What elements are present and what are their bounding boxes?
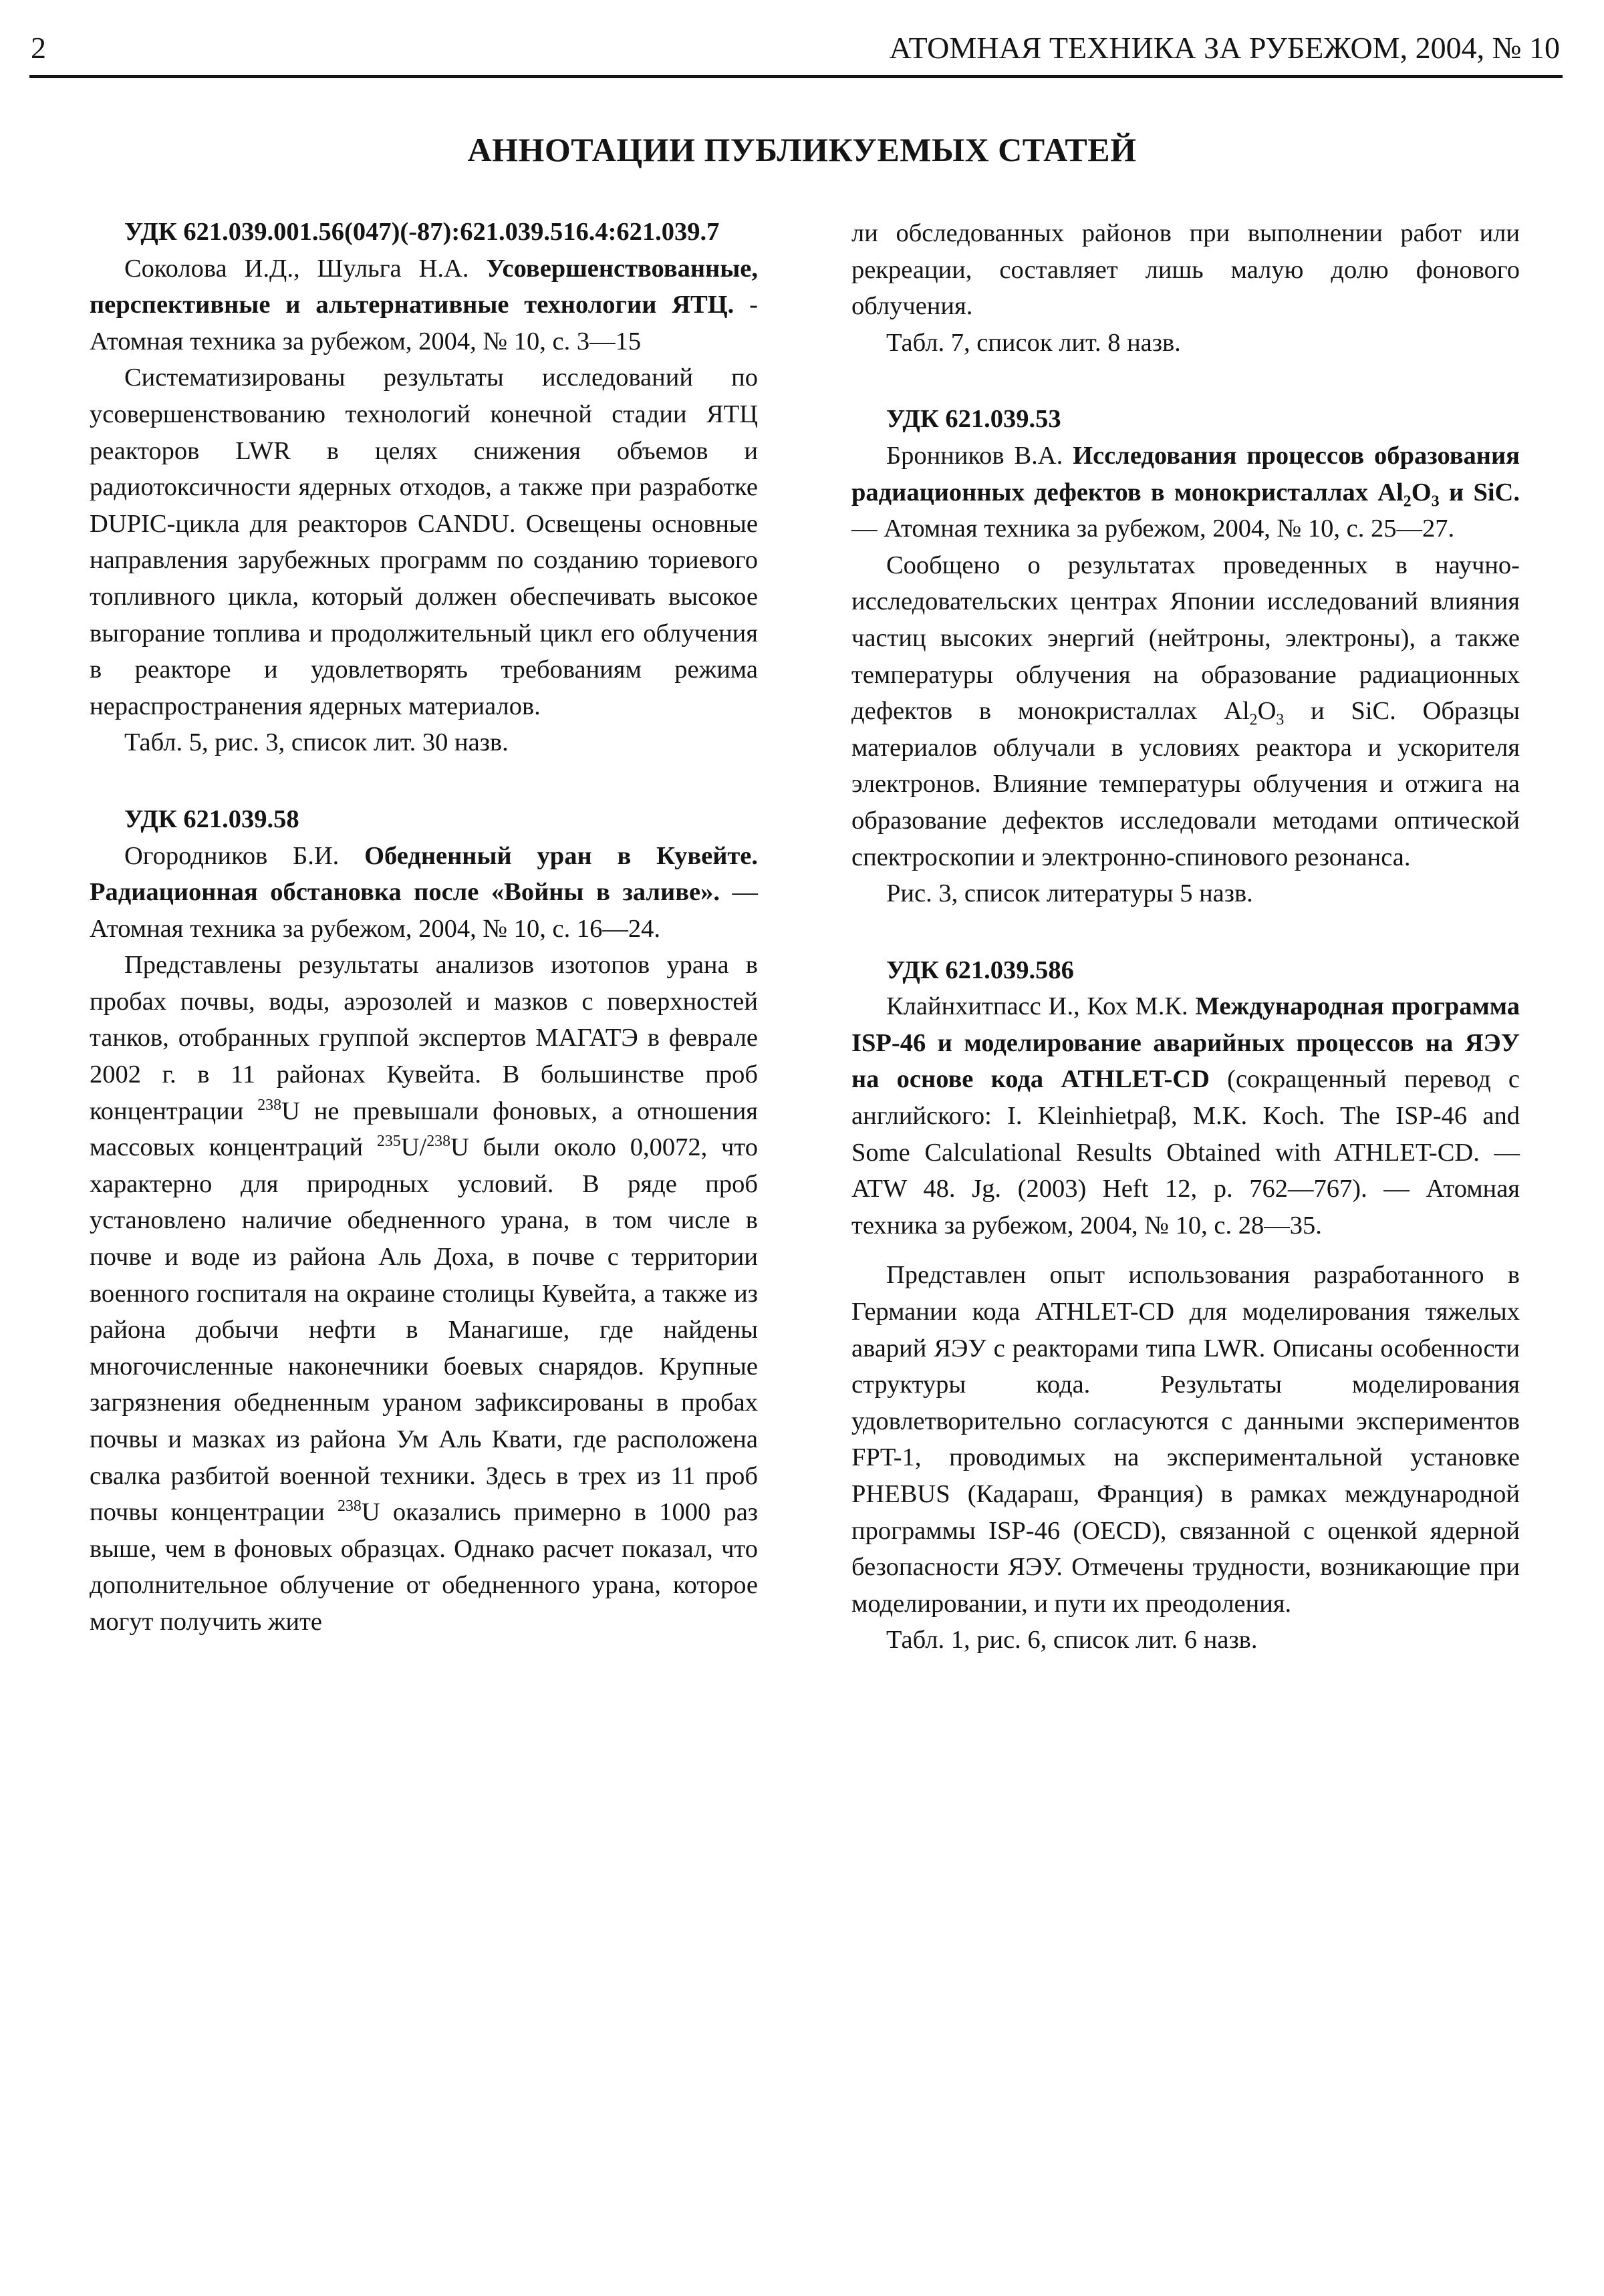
article-authors: Соколова И.Д., Шульга Н.А. (124, 254, 469, 283)
article-note: Рис. 3, список литературы 5 назв. (886, 879, 1253, 908)
article-2 (90, 801, 758, 1640)
page-title: АННОТАЦИИ ПУБЛИКУЕМЫХ СТАТЕЙ (467, 131, 1137, 168)
isotope-superscript: 238 (426, 1133, 450, 1151)
article-abstract (90, 947, 758, 1640)
abstract-text: Сообщено о результатах проведенных в научно-исследовательских центрах Японии исследований влияния частиц высоких энергий (нейтроны, электроны), а также температуры облучения на образование радиационных дефектов в монокристаллах Al (851, 551, 1520, 726)
title-text: Исследования процессов образования радиационных дефектов в монокристаллах Al (851, 441, 1520, 507)
abstract-text: Представлены результаты анализов изотопов урана в пробах почвы, воды, аэрозолей и мазков с поверхностей танков, отобранных группой экспертов МАГАТЭ в феврале 2002 г. в 11 районах Кувейта. В большинстве проб концентрации (90, 951, 758, 1125)
article-abstract: Представлен опыт использования разработанного в Германии кода ATHLET-CD для моделирования тяжелых аварий ЯЭУ с реакторами типа LWR. Описаны особенности структуры кода. Результаты моделирования удовлетворительно согласуются с данными экспериментов FPT-1, проводимых на экспериментальной установке PHEBUS (Кадараш, Франция) в рамках международной программы ISP-46 (OECD), связанной с оценкой ядерной безопасности ЯЭУ. Отмечены трудности, возникающие при моделировании, и пути их преодоления. (851, 1261, 1520, 1618)
article-reference (851, 438, 1520, 547)
article-authors: Огородников Б.И. (124, 841, 340, 870)
article-4 (851, 952, 1520, 1659)
abstract-text: O (1257, 697, 1277, 726)
abstract-continuation: ли обследованных районов при выполнении работ или рекреации, составляет лишь малую долю фонового облучения. (851, 219, 1520, 321)
article-abstract: Систематизированы результаты исследований по усовершенствованию технологий конечной стадии ЯТЦ реакторов LWR в целях снижения объемов и радиотоксичности ядерных отходов, а также при разработке DUPIC-цикла для реакторов CANDU. Освещены основные направления зарубежных программ по созданию ториевого топливного цикла, который должен обеспечивать высокое выгорание топлива и продолжительный цикл его облучения в реакторе и удовлетворять требованиям режима нераспространения ядерных материалов. (90, 364, 758, 720)
article-title: Обедненный уран в Кувейте. Радиационная обстановка после «Войны в заливе». (90, 841, 759, 907)
article-source: (сокращенный перевод с английского: I. Kleinhietpaβ, M.K. Koch. The ISP-46 and Some Calculational Results Obtained with ATHLET-CD. — ATW 48. Jg. (2003) Heft 12, p. 762—767). — Атомная техника за рубежом, 2004, № 10, с. 28—35. (851, 1065, 1520, 1240)
article-source: — Атомная техника за рубежом, 2004, № 10, с. 25—27. (851, 515, 1455, 543)
article-note: Табл. 5, рис. 3, список лит. 30 назв. (124, 728, 509, 757)
abstract-text: U были около 0,0072, что характерно для природных условий. В ряде проб установлено наличие обедненного урана, в том числе в почве и воде из района Аль Доха, в почве с территории военного госпиталя на окраине столицы Кувейта, а также из района добычи нефти в Манагише, где найдены многочисленные наконечники боевых снарядов. Крупные загрязнения обедненным ураном зафиксированы в пробах почвы и мазках из района Ум Аль Квати, где расположена свалка разбитой военной техники. Здесь в трех из 11 проб почвы концентрации (90, 1133, 758, 1527)
udc-code: УДК 621.039.58 (124, 805, 299, 833)
isotope-superscript: 238 (257, 1096, 282, 1114)
article-title: Усовершенствованные, перспективные и альтернативные технологии ЯТЦ. (90, 254, 758, 319)
article-reference (90, 838, 758, 948)
left-column (90, 214, 758, 1640)
article-source: — Атомная техника за рубежом, 2004, № 10, с. 16—24. (90, 878, 759, 943)
isotope-superscript: 238 (338, 1497, 362, 1516)
abstract-text: U не превышали фоновых, а отношения массовых концентраций (90, 1097, 759, 1162)
article-authors: Бронников В.А. (886, 441, 1063, 470)
udc-code: УДК 621.039.586 (886, 956, 1074, 984)
abstract-text: U оказались примерно в 1000 раз выше, чем в фоновых образцах. Однако расчет показал, что дополнительное облучение от обедненного урана, которое могут получить жите (90, 1498, 759, 1636)
formula-subscript: 3 (1276, 711, 1285, 729)
formula-subscript: 2 (1249, 711, 1258, 729)
abstract-text: и SiC. Образцы материалов облучали в условиях реактора и ускорителя электронов. Влияние температуры облучения и отжига на образование дефектов исследовали методами оптической спектроскопии и электронно-спинового резонанса. (851, 697, 1520, 871)
article-3 (851, 401, 1520, 911)
abstract-text: U/ (400, 1133, 427, 1162)
article-abstract (851, 547, 1520, 875)
article-note: Табл. 7, список лит. 8 назв. (886, 328, 1181, 357)
journal-header: АТОМНАЯ ТЕХНИКА ЗА РУБЕЖОМ, 2004, № 10 (889, 31, 1560, 65)
article-note: Табл. 1, рис. 6, список лит. 6 назв. (886, 1626, 1258, 1655)
title-text: и SiC. (1439, 478, 1520, 507)
article-source: - Атомная техника за рубежом, 2004, № 10, с. 3—15 (90, 291, 758, 355)
udc-code: УДК 621.039.53 (886, 405, 1061, 434)
article-2-continuation (851, 215, 1520, 361)
udc-code: УДК 621.039.001.56(047)(-87):621.039.516.4:621.039.7 (124, 218, 720, 246)
header-rule (29, 75, 1563, 78)
article-reference (851, 988, 1520, 1244)
title-text: O (1411, 478, 1432, 507)
isotope-superscript: 235 (376, 1133, 401, 1151)
right-column (851, 215, 1520, 1699)
article-1 (90, 214, 758, 761)
page-number: 2 (31, 31, 46, 65)
article-title: Международная программа ISP-46 и моделирование аварийных процессов на ЯЭУ на основе кода ATHLET-CD (851, 992, 1520, 1094)
formula-subscript: 3 (1431, 492, 1440, 511)
formula-subscript: 2 (1403, 492, 1412, 511)
article-reference (90, 251, 758, 360)
article-authors: Клайнхитпасс И., Кох М.К. (886, 992, 1188, 1021)
